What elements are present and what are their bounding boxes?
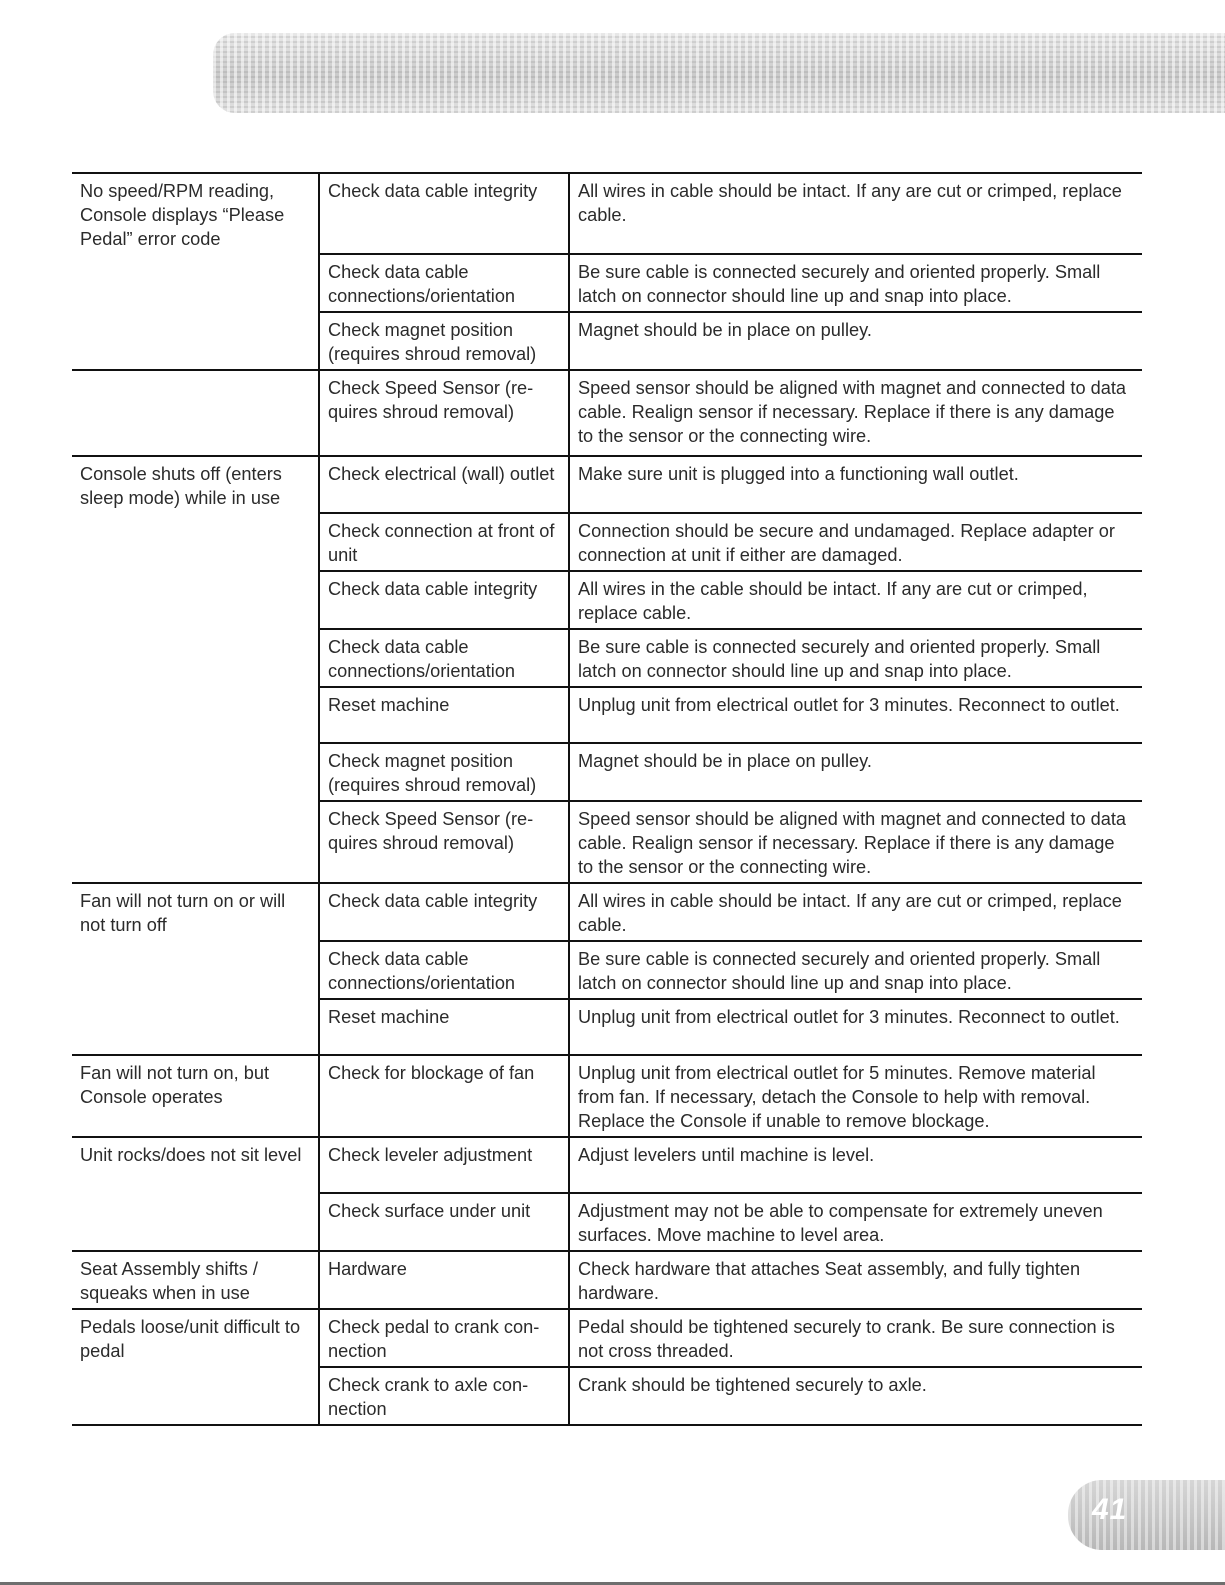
solution-cell: All wires in the cable should be intact. If any are cut or crimped, replace cable. (569, 571, 1142, 629)
header-band (213, 33, 1225, 113)
table-row (72, 1137, 1142, 1193)
check-cell: Check data cable connections/orientation (319, 629, 569, 687)
problem-cell: Fan will not turn on or will not turn off (72, 883, 319, 941)
problem-cell: Seat Assembly shifts / squeaks when in use (72, 1251, 319, 1309)
problem-cell (72, 801, 319, 883)
problem-cell: Console shuts off (enters sleep mode) while in use (72, 456, 319, 513)
check-cell: Check data cable integrity (319, 883, 569, 941)
table-row (72, 687, 1142, 743)
solution-cell: Adjustment may not be able to compensate for extremely uneven surfaces. Move machine to level area. (569, 1193, 1142, 1251)
check-cell: Check crank to axle con-nection (319, 1367, 569, 1425)
table-row (72, 1367, 1142, 1425)
troubleshooting-table (72, 172, 1142, 1426)
problem-cell (72, 513, 319, 571)
check-cell: Check connection at front of unit (319, 513, 569, 571)
check-cell: Check electrical (wall) outlet (319, 456, 569, 513)
table-row (72, 513, 1142, 571)
problem-cell: No speed/RPM reading, Console displays “Please Pedal” error code (72, 173, 319, 254)
solution-cell: Check hardware that attaches Seat assembly, and fully tighten hardware. (569, 1251, 1142, 1309)
solution-cell: Connection should be secure and undamaged. Replace adapter or connection at unit if either are damaged. (569, 513, 1142, 571)
table-row (72, 370, 1142, 456)
solution-cell: Unplug unit from electrical outlet for 5 minutes. Remove material from fan. If necessary, detach the Console to help with removal. Replace the Console if unable to remove blockage. (569, 1055, 1142, 1137)
check-cell: Check data cable connections/orientation (319, 941, 569, 999)
problem-cell (72, 571, 319, 629)
table-row (72, 173, 1142, 254)
solution-cell: Pedal should be tightened securely to crank. Be sure connection is not cross threaded. (569, 1309, 1142, 1367)
table-row (72, 629, 1142, 687)
solution-cell: Crank should be tightened securely to axle. (569, 1367, 1142, 1425)
problem-cell (72, 1193, 319, 1251)
solution-cell: Be sure cable is connected securely and oriented properly. Small latch on connector should line up and snap into place. (569, 254, 1142, 312)
solution-cell: Speed sensor should be aligned with magnet and connected to data cable. Realign sensor if necessary. Replace if there is any damage to the sensor or the connecting wire. (569, 370, 1142, 456)
solution-cell: Be sure cable is connected securely and oriented properly. Small latch on connector should line up and snap into place. (569, 629, 1142, 687)
problem-cell: Pedals loose/unit difficult to pedal (72, 1309, 319, 1367)
problem-cell (72, 999, 319, 1055)
table-row (72, 1193, 1142, 1251)
table-row (72, 456, 1142, 513)
check-cell: Check pedal to crank con-nection (319, 1309, 569, 1367)
problem-cell (72, 254, 319, 312)
problem-cell (72, 743, 319, 801)
problem-cell (72, 629, 319, 687)
problem-cell (72, 941, 319, 999)
check-cell: Check data cable integrity (319, 571, 569, 629)
table-row (72, 1055, 1142, 1137)
solution-cell: All wires in cable should be intact. If any are cut or crimped, replace cable. (569, 173, 1142, 254)
problem-cell (72, 370, 319, 456)
solution-cell: Unplug unit from electrical outlet for 3 minutes. Reconnect to outlet. (569, 687, 1142, 743)
solution-cell: Adjust levelers until machine is level. (569, 1137, 1142, 1193)
table-row (72, 1251, 1142, 1309)
check-cell: Check data cable connections/orientation (319, 254, 569, 312)
table-row (72, 571, 1142, 629)
check-cell: Check Speed Sensor (re-quires shroud removal) (319, 370, 569, 456)
table-row (72, 312, 1142, 370)
table-row (72, 1309, 1142, 1367)
table-row (72, 254, 1142, 312)
check-cell: Check for blockage of fan (319, 1055, 569, 1137)
check-cell: Reset machine (319, 999, 569, 1055)
solution-cell: Make sure unit is plugged into a functioning wall outlet. (569, 456, 1142, 513)
table-row (72, 743, 1142, 801)
check-cell: Check leveler adjustment (319, 1137, 569, 1193)
solution-cell: Speed sensor should be aligned with magnet and connected to data cable. Realign sensor if necessary. Replace if there is any damage to the sensor or the connecting wire. (569, 801, 1142, 883)
check-cell: Reset machine (319, 687, 569, 743)
table-row (72, 999, 1142, 1055)
table-row (72, 883, 1142, 941)
solution-cell: Magnet should be in place on pulley. (569, 312, 1142, 370)
table-row (72, 941, 1142, 999)
check-cell: Check magnet position (requires shroud removal) (319, 312, 569, 370)
check-cell: Hardware (319, 1251, 569, 1309)
problem-cell: Unit rocks/does not sit level (72, 1137, 319, 1193)
check-cell: Check magnet position (requires shroud removal) (319, 743, 569, 801)
page-number: 41 (1092, 1493, 1128, 1526)
solution-cell: Unplug unit from electrical outlet for 3 minutes. Reconnect to outlet. (569, 999, 1142, 1055)
check-cell: Check Speed Sensor (re-quires shroud removal) (319, 801, 569, 883)
problem-cell: Fan will not turn on, but Console operates (72, 1055, 319, 1137)
problem-cell (72, 687, 319, 743)
problem-cell (72, 1367, 319, 1425)
problem-cell (72, 312, 319, 370)
solution-cell: All wires in cable should be intact. If any are cut or crimped, replace cable. (569, 883, 1142, 941)
table-row (72, 801, 1142, 883)
solution-cell: Be sure cable is connected securely and oriented properly. Small latch on connector should line up and snap into place. (569, 941, 1142, 999)
check-cell: Check surface under unit (319, 1193, 569, 1251)
solution-cell: Magnet should be in place on pulley. (569, 743, 1142, 801)
check-cell: Check data cable integrity (319, 173, 569, 254)
